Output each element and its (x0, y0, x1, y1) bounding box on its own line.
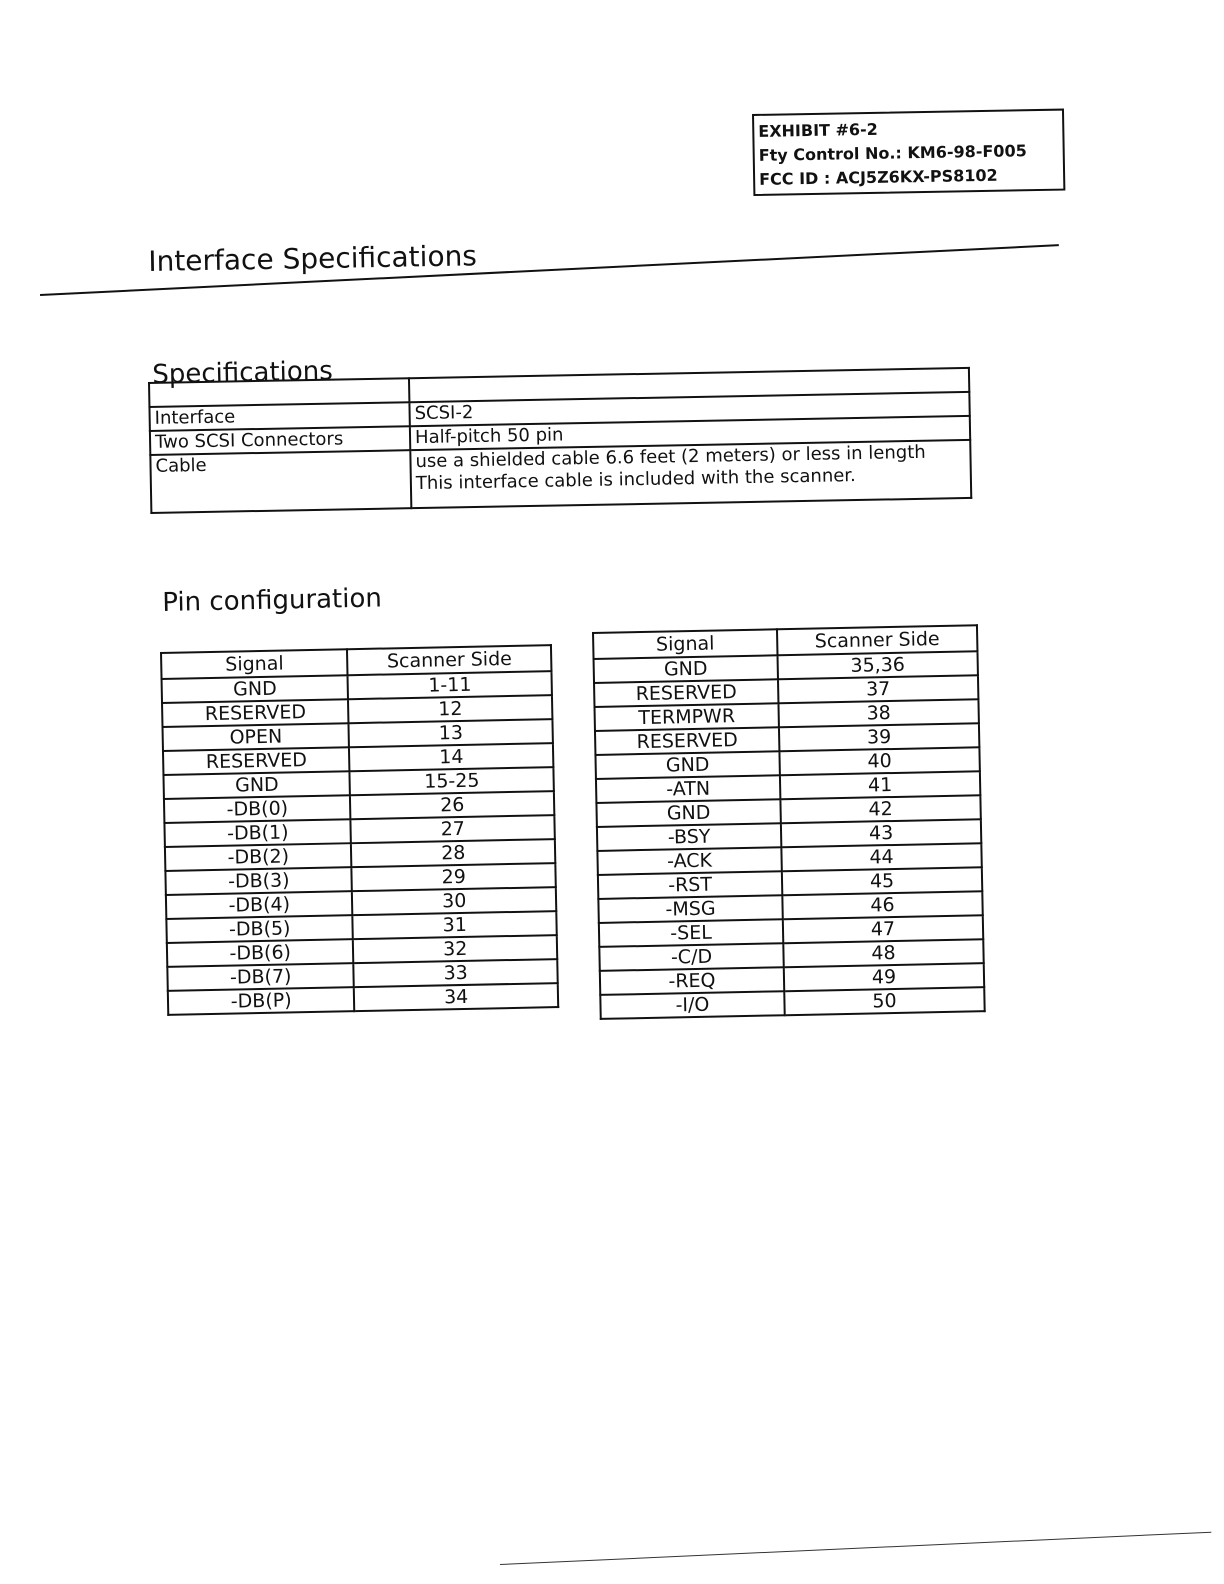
exhibit-number: EXHIBIT #6-2 (758, 119, 879, 141)
specifications-heading: Specifications (152, 356, 334, 390)
pin-cell: 12 (348, 695, 552, 723)
signal-cell: GND (163, 771, 350, 799)
signal-cell: -DB(0) (164, 795, 351, 823)
pin-table-right-body (594, 651, 985, 1019)
pin-cell: 38 (778, 699, 978, 727)
pin-cell: 15-25 (350, 767, 554, 795)
column-header-signal: Signal (161, 649, 348, 679)
signal-cell: -RST (598, 871, 782, 899)
spec-value-note: This interface cable is included with the scanner. (415, 465, 856, 495)
pin-cell: 43 (781, 819, 981, 847)
signal-cell: -C/D (599, 943, 783, 971)
signal-cell: -DB(2) (165, 843, 352, 871)
pin-configuration-heading: Pin configuration (162, 583, 383, 618)
pin-cell: 42 (780, 795, 980, 823)
pin-cell: 46 (782, 891, 982, 919)
signal-cell: -DB(7) (167, 963, 354, 991)
signal-cell: -ATN (596, 775, 780, 803)
spec-value: use a shielded cable 6.6 feet (2 meters) or less in length (415, 441, 926, 473)
signal-cell: GND (594, 655, 778, 683)
spec-label: Interface (149, 402, 409, 431)
signal-cell: -DB(4) (166, 891, 353, 919)
pin-cell: 40 (779, 747, 979, 775)
pin-cell: 35,36 (777, 651, 977, 679)
signal-cell: GND (595, 751, 779, 779)
pin-cell: 29 (352, 863, 556, 891)
footer-rule (500, 1532, 1211, 1565)
pin-cell: 33 (354, 959, 558, 987)
pin-cell: 49 (784, 963, 984, 991)
signal-cell: -DB(3) (165, 867, 352, 895)
pin-cell: 30 (352, 887, 556, 915)
pin-table-right (592, 624, 986, 1020)
pin-cell: 45 (782, 867, 982, 895)
signal-cell: GND (162, 675, 349, 703)
pin-cell: 13 (349, 719, 553, 747)
pin-cell: 26 (350, 791, 554, 819)
signal-cell: RESERVED (163, 747, 350, 775)
spec-label: Two SCSI Connectors (150, 426, 410, 455)
pin-cell: 41 (780, 771, 980, 799)
pin-table-left-body (162, 671, 559, 1015)
factory-control-number: Fty Control No.: KM6-98-F005 (758, 141, 1027, 165)
pin-cell: 34 (354, 983, 558, 1011)
pin-cell: 37 (778, 675, 978, 703)
signal-cell: -REQ (600, 967, 784, 995)
signal-cell: -BSY (597, 823, 781, 851)
signal-cell: OPEN (163, 723, 350, 751)
pin-cell: 1-11 (348, 671, 552, 699)
specifications-table (148, 367, 972, 514)
signal-cell: -DB(5) (166, 915, 353, 943)
signal-cell: RESERVED (162, 699, 349, 727)
pin-cell: 50 (784, 987, 984, 1015)
pin-cell: 48 (783, 939, 983, 967)
signal-cell: -I/O (600, 991, 784, 1019)
signal-cell: RESERVED (595, 727, 779, 755)
exhibit-box (752, 109, 1065, 196)
column-header-signal: Signal (593, 629, 777, 659)
pin-cell: 27 (351, 815, 555, 843)
signal-cell: -MSG (598, 895, 782, 923)
spec-value: SCSI-2 (409, 392, 969, 426)
spec-label: Cable (150, 450, 411, 513)
signal-cell: -DB(P) (168, 987, 355, 1015)
pin-cell: 32 (353, 935, 557, 963)
column-header-scanner-side: Scanner Side (777, 625, 978, 655)
pin-cell: 31 (353, 911, 557, 939)
signal-cell: -DB(6) (167, 939, 354, 967)
signal-cell: RESERVED (594, 679, 778, 707)
fcc-id: FCC ID : ACJ5Z6KX-PS8102 (758, 165, 998, 189)
pin-cell: 44 (781, 843, 981, 871)
spec-value: Half-pitch 50 pin (410, 416, 970, 450)
pin-cell: 14 (349, 743, 553, 771)
pin-cell: 28 (351, 839, 555, 867)
column-header-scanner-side: Scanner Side (347, 645, 551, 675)
signal-cell: GND (596, 799, 780, 827)
signal-cell: -ACK (597, 847, 781, 875)
pin-cell: 47 (783, 915, 983, 943)
signal-cell: -DB(1) (164, 819, 351, 847)
pin-cell: 39 (779, 723, 979, 751)
signal-cell: -SEL (599, 919, 783, 947)
page-title: Interface Specifications (148, 239, 478, 278)
signal-cell: TERMPWR (595, 703, 779, 731)
pin-table-left (160, 644, 559, 1016)
